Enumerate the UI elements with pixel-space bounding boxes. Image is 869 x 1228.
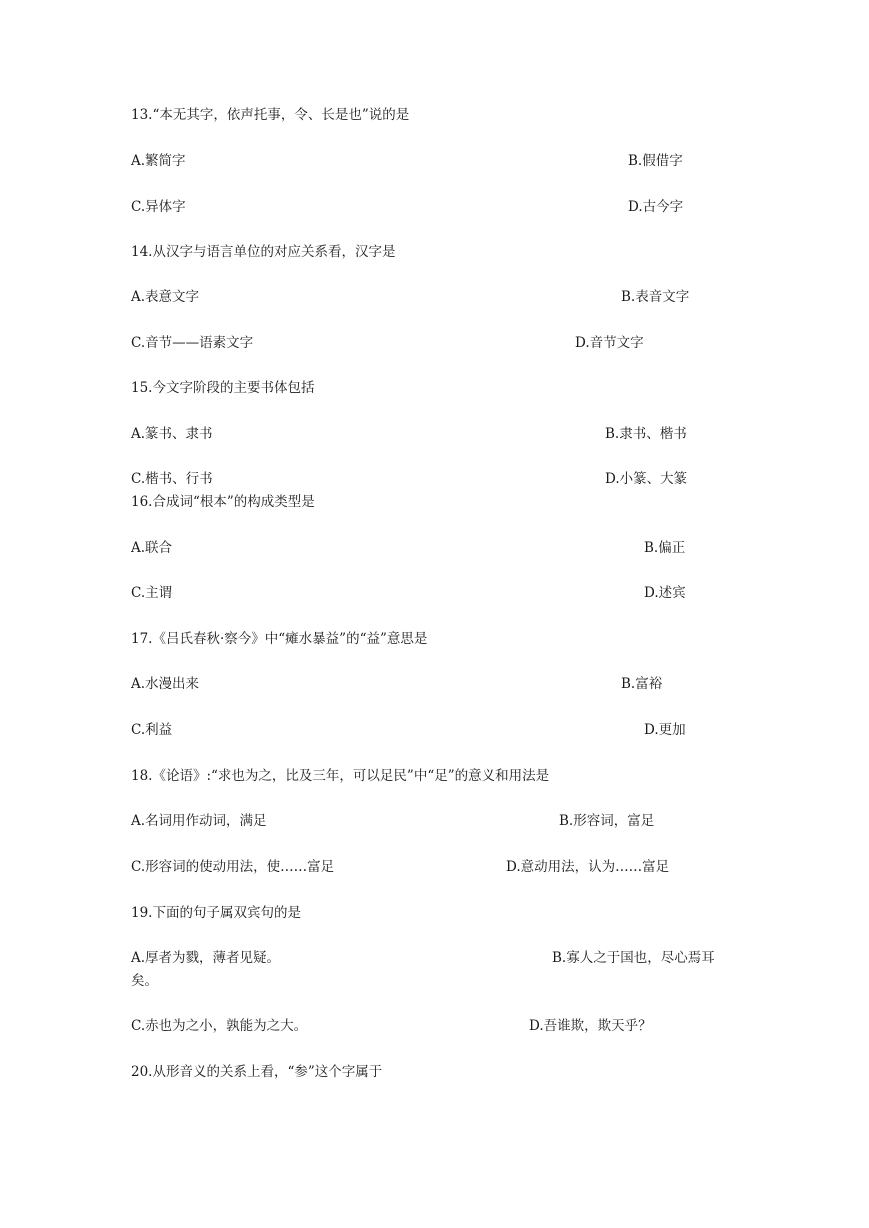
question-19-option-d: D.吾谁欺，欺天乎？ — [529, 1018, 652, 1034]
question-13-stem: 13.“本无其字，依声托事，令、长是也”说的是 — [131, 107, 410, 123]
question-17-option-a: A.水漫出来 — [131, 676, 200, 692]
question-17-option-b: B.富裕 — [621, 676, 663, 692]
question-14-stem: 14.从汉字与语言单位的对应关系看，汉字是 — [131, 244, 396, 260]
question-19-option-a: A.厚者为戮，薄者见疑。 — [131, 950, 281, 966]
question-18-stem: 18.《论语》:“求也为之，比及三年，可以足民”中“足”的意义和用法是 — [131, 768, 550, 784]
question-18-option-a: A.名词用作动词，满足 — [131, 813, 267, 829]
question-18-option-d: D.意动用法，认为……富足 — [506, 859, 670, 875]
question-15-option-b: B.隶书、楷书 — [605, 426, 687, 442]
question-17-stem: 17.《吕氏春秋·察今》中“瘫水暴益”的“益”意思是 — [131, 631, 428, 647]
question-15-option-d: D.小篆、大篆 — [605, 471, 688, 487]
question-18-option-c: C.形容词的使动用法，使……富足 — [131, 859, 335, 875]
question-16-option-c: C.主谓 — [131, 585, 173, 601]
question-19-stem: 19.下面的句子属双宾句的是 — [131, 905, 301, 921]
question-17-option-d: D.更加 — [644, 722, 686, 738]
question-13-option-b: B.假借字 — [628, 153, 683, 169]
question-16-option-d: D.述宾 — [644, 585, 686, 601]
question-20-stem: 20.从形音义的关系上看，“参”这个字属于 — [131, 1064, 383, 1080]
question-17-option-c: C.利益 — [131, 722, 173, 738]
question-14-option-c: C.音节——语素文字 — [131, 335, 254, 351]
question-15-option-a: A.篆书、隶书 — [131, 426, 213, 442]
question-16-stem: 16.合成词“根本”的构成类型是 — [131, 494, 315, 510]
question-13-option-d: D.古今字 — [628, 199, 684, 215]
question-14-option-a: A.表意文字 — [131, 289, 200, 305]
question-19-option-b-continuation: 矣。 — [131, 973, 158, 989]
question-16-option-a: A.联合 — [131, 540, 173, 556]
question-18-option-b: B.形容词，富足 — [559, 813, 655, 829]
question-19-option-c: C.赤也为之小，孰能为之大。 — [131, 1018, 308, 1034]
question-16-option-b: B.偏正 — [644, 540, 686, 556]
question-14-option-b: B.表音文字 — [621, 289, 690, 305]
question-15-option-c: C.楷书、行书 — [131, 471, 213, 487]
question-13-option-a: A.繁简字 — [131, 153, 186, 169]
question-14-option-d: D.音节文字 — [575, 335, 644, 351]
question-15-stem: 15.今文字阶段的主要书体包括 — [131, 380, 315, 396]
question-13-option-c: C.异体字 — [131, 199, 186, 215]
question-19-option-b: B.寡人之于国也，尽心焉耳 — [552, 950, 715, 966]
